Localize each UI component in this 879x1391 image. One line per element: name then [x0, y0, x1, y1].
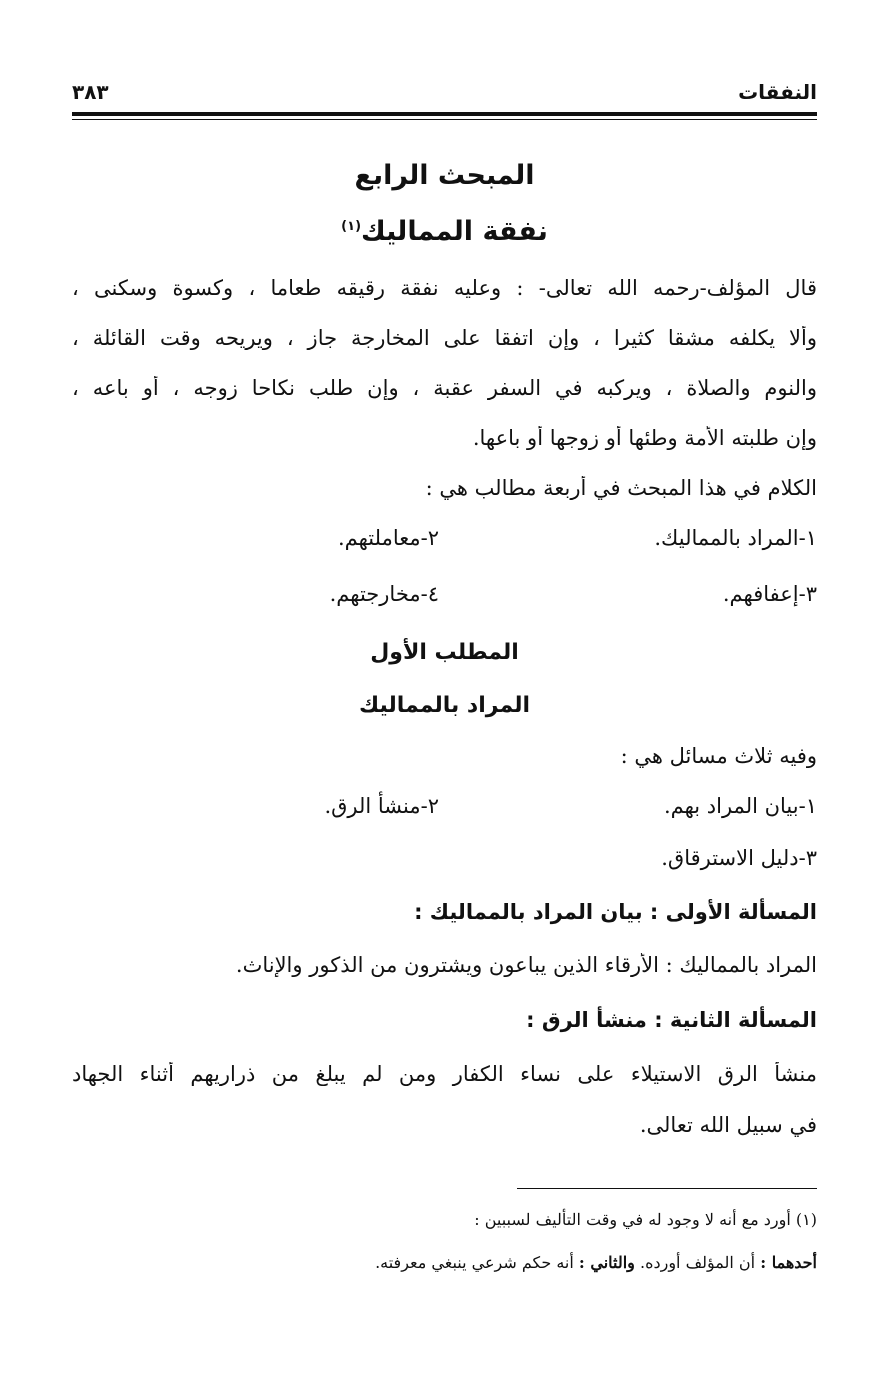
- intro-line-2: وألا يكلفه مشقا كثيرا ، وإن اتفقا على المخارجة جاز ، ويريحه وقت القائلة ،: [72, 326, 817, 350]
- issue1-heading: المسألة الأولى : بيان المراد بالمماليك :: [414, 900, 817, 924]
- topic-item-2: ٢-منشأ الرق.: [324, 794, 439, 818]
- section-title: المبحث الرابع: [354, 160, 535, 191]
- overview-lead: الكلام في هذا المبحث في أربعة مطالب هي :: [425, 476, 817, 500]
- footnote-ref: (١): [341, 219, 362, 234]
- footnote-label-first: أحدهما :: [760, 1253, 817, 1272]
- issue2-line-1: منشأ الرق الاستيلاء على نساء الكفار ومن لم يبلغ من ذراريهم أثناء الجهاد: [72, 1062, 817, 1086]
- section-subtitle-text: نفقة المماليك: [361, 216, 548, 247]
- header-rule-thick: [72, 112, 817, 116]
- topic-title: المطلب الأول: [370, 640, 519, 665]
- intro-line-1: قال المؤلف-رحمه الله تعالى- : وعليه نفقة رقيقه طعاما ، وكسوة وسكنى ،: [72, 276, 817, 300]
- footnote-label-second: والثاني :: [578, 1253, 635, 1272]
- footnote-line-2: [72, 1253, 817, 1272]
- topic-lead: وفيه ثلاث مسائل هي :: [620, 744, 817, 768]
- overview-item-4: ٤-مخارجتهم.: [329, 582, 439, 606]
- running-title: النفقات: [738, 80, 817, 104]
- issue2-line-2: في سبيل الله تعالى.: [639, 1113, 817, 1137]
- footnote-line-1: (١) أورد مع أنه لا وجود له في وقت التأليف لسببين :: [474, 1210, 817, 1229]
- header-rule-thin: [72, 119, 817, 120]
- overview-item-1: ١-المراد بالمماليك.: [654, 526, 817, 550]
- topic-item-3: ٣-دليل الاسترقاق.: [661, 846, 817, 870]
- footnote-text-second: أنه حكم شرعي ينبغي معرفته.: [375, 1253, 579, 1272]
- issue1-text: المراد بالمماليك : الأرقاء الذين يباعون ويشترون من الذكور والإناث.: [235, 953, 817, 977]
- overview-item-2: ٢-معاملتهم.: [337, 526, 439, 550]
- topic-subtitle: المراد بالمماليك: [359, 693, 530, 718]
- footnote-rule: [517, 1188, 817, 1189]
- intro-line-3: والنوم والصلاة ، ويركبه في السفر عقبة ، وإن طلب نكاحا زوجه ، أو باعه ،: [72, 376, 817, 400]
- topic-item-1: ١-بيان المراد بهم.: [663, 794, 817, 818]
- running-header: [72, 78, 817, 112]
- overview-item-3: ٣-إعفافهم.: [722, 582, 817, 606]
- section-subtitle: [72, 216, 817, 247]
- issue2-heading: المسألة الثانية : منشأ الرق :: [526, 1008, 817, 1032]
- footnote-text-first: أن المؤلف أورده.: [634, 1253, 761, 1272]
- intro-line-4: وإن طلبته الأمة وطئها أو زوجها أو باعها.: [472, 426, 817, 450]
- page-number: ٣٨٣: [72, 80, 109, 104]
